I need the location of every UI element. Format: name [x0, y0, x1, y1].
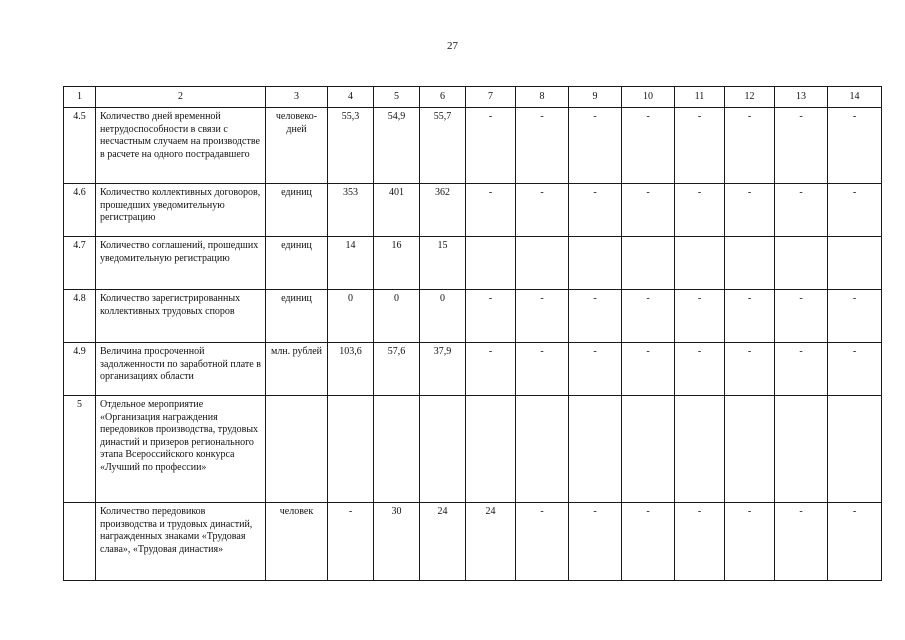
value-cell-col-9: -: [569, 503, 622, 581]
value-cell-col-9: -: [569, 343, 622, 396]
column-header-13: 13: [775, 87, 828, 108]
value-cell-col-13: -: [775, 108, 828, 184]
value-cell-col-8: -: [516, 503, 569, 581]
value-cell-col-10: -: [622, 108, 675, 184]
row-number: 4.9: [64, 343, 96, 396]
column-header-12: 12: [725, 87, 775, 108]
value-cell-col-8: -: [516, 184, 569, 237]
value-cell-col-7: -: [466, 343, 516, 396]
value-cell-col-13: [775, 396, 828, 503]
value-cell-col-8: -: [516, 290, 569, 343]
table-row: [64, 343, 882, 396]
value-cell-col-6: 37,9: [420, 343, 466, 396]
value-cell-col-8: [516, 396, 569, 503]
value-cell-col-13: -: [775, 184, 828, 237]
value-cell-col-11: -: [675, 184, 725, 237]
value-cell-col-11: [675, 396, 725, 503]
value-cell-col-14: -: [828, 343, 882, 396]
table-row: [64, 108, 882, 184]
value-cell-col-5: 401: [374, 184, 420, 237]
value-cell-col-12: -: [725, 503, 775, 581]
indicator-name: Количество передовиков производства и трудовых династий, награжденных знаками «Трудовая слава», «Трудовая династия»: [96, 503, 266, 581]
column-header-7: 7: [466, 87, 516, 108]
value-cell-col-11: -: [675, 343, 725, 396]
value-cell-col-11: -: [675, 108, 725, 184]
unit-of-measure: единиц: [266, 237, 328, 290]
value-cell-col-14: [828, 396, 882, 503]
value-cell-col-14: -: [828, 108, 882, 184]
value-cell-col-7: -: [466, 108, 516, 184]
value-cell-col-5: [374, 396, 420, 503]
column-header-11: 11: [675, 87, 725, 108]
column-header-10: 10: [622, 87, 675, 108]
value-cell-col-5: 54,9: [374, 108, 420, 184]
value-cell-col-5: 57,6: [374, 343, 420, 396]
column-header-6: 6: [420, 87, 466, 108]
value-cell-col-14: -: [828, 184, 882, 237]
value-cell-col-6: 362: [420, 184, 466, 237]
value-cell-col-8: [516, 237, 569, 290]
value-cell-col-6: 24: [420, 503, 466, 581]
column-header-5: 5: [374, 87, 420, 108]
value-cell-col-12: -: [725, 290, 775, 343]
value-cell-col-8: -: [516, 343, 569, 396]
value-cell-col-12: -: [725, 184, 775, 237]
value-cell-col-14: -: [828, 290, 882, 343]
unit-of-measure: человек: [266, 503, 328, 581]
row-number: [64, 503, 96, 581]
value-cell-col-6: [420, 396, 466, 503]
column-header-9: 9: [569, 87, 622, 108]
value-cell-col-5: 30: [374, 503, 420, 581]
value-cell-col-11: -: [675, 290, 725, 343]
unit-of-measure: [266, 396, 328, 503]
table-row: [64, 237, 882, 290]
value-cell-col-8: -: [516, 108, 569, 184]
indicator-name: Количество зарегистрированных коллективных трудовых споров: [96, 290, 266, 343]
value-cell-col-12: -: [725, 343, 775, 396]
value-cell-col-6: 55,7: [420, 108, 466, 184]
value-cell-col-10: -: [622, 184, 675, 237]
unit-of-measure: единиц: [266, 184, 328, 237]
table-row: [64, 290, 882, 343]
column-header-8: 8: [516, 87, 569, 108]
value-cell-col-10: -: [622, 290, 675, 343]
value-cell-col-4: -: [328, 503, 374, 581]
unit-of-measure: единиц: [266, 290, 328, 343]
table-row: [64, 503, 882, 581]
value-cell-col-13: -: [775, 290, 828, 343]
value-cell-col-5: 16: [374, 237, 420, 290]
column-header-4: 4: [328, 87, 374, 108]
row-number: 5: [64, 396, 96, 503]
row-number: 4.5: [64, 108, 96, 184]
value-cell-col-14: [828, 237, 882, 290]
table-row: [64, 396, 882, 503]
page-number: 27: [447, 40, 458, 52]
value-cell-col-12: [725, 237, 775, 290]
value-cell-col-10: [622, 237, 675, 290]
value-cell-col-13: [775, 237, 828, 290]
value-cell-col-9: -: [569, 290, 622, 343]
indicator-name: Отдельное мероприятие «Организация награждения передовиков производства, трудовых династий и призеров регионального этапа Всероссийского конкурса «Лучший по профессии»: [96, 396, 266, 503]
value-cell-col-10: [622, 396, 675, 503]
indicator-name: Количество дней временной нетрудоспособности в связи с несчастным случаем на производстве в расчете на одного пострадавшего: [96, 108, 266, 184]
value-cell-col-10: -: [622, 503, 675, 581]
indicators-table: [63, 86, 882, 581]
value-cell-col-10: -: [622, 343, 675, 396]
indicator-name: Количество соглашений, прошедших уведомительную регистрацию: [96, 237, 266, 290]
header-row: [64, 87, 882, 108]
column-header-1: 1: [64, 87, 96, 108]
value-cell-col-9: [569, 237, 622, 290]
column-header-2: 2: [96, 87, 266, 108]
value-cell-col-9: [569, 396, 622, 503]
value-cell-col-4: 353: [328, 184, 374, 237]
value-cell-col-4: 14: [328, 237, 374, 290]
value-cell-col-4: 0: [328, 290, 374, 343]
value-cell-col-5: 0: [374, 290, 420, 343]
column-header-14: 14: [828, 87, 882, 108]
value-cell-col-7: [466, 396, 516, 503]
indicator-name: Величина просроченной задолженности по заработной плате в организациях области: [96, 343, 266, 396]
value-cell-col-4: 103,6: [328, 343, 374, 396]
value-cell-col-14: -: [828, 503, 882, 581]
indicator-name: Количество коллективных договоров, прошедших уведомительную регистрацию: [96, 184, 266, 237]
value-cell-col-6: 15: [420, 237, 466, 290]
value-cell-col-7: [466, 237, 516, 290]
value-cell-col-12: -: [725, 108, 775, 184]
value-cell-col-7: -: [466, 290, 516, 343]
value-cell-col-7: -: [466, 184, 516, 237]
value-cell-col-4: [328, 396, 374, 503]
unit-of-measure: млн. рублей: [266, 343, 328, 396]
value-cell-col-4: 55,3: [328, 108, 374, 184]
table-body: [64, 108, 882, 581]
value-cell-col-13: -: [775, 503, 828, 581]
table-row: [64, 184, 882, 237]
value-cell-col-9: -: [569, 108, 622, 184]
value-cell-col-11: [675, 237, 725, 290]
row-number: 4.6: [64, 184, 96, 237]
row-number: 4.7: [64, 237, 96, 290]
value-cell-col-11: -: [675, 503, 725, 581]
value-cell-col-7: 24: [466, 503, 516, 581]
row-number: 4.8: [64, 290, 96, 343]
value-cell-col-12: [725, 396, 775, 503]
value-cell-col-6: 0: [420, 290, 466, 343]
unit-of-measure: человеко-дней: [266, 108, 328, 184]
value-cell-col-9: -: [569, 184, 622, 237]
column-header-3: 3: [266, 87, 328, 108]
value-cell-col-13: -: [775, 343, 828, 396]
